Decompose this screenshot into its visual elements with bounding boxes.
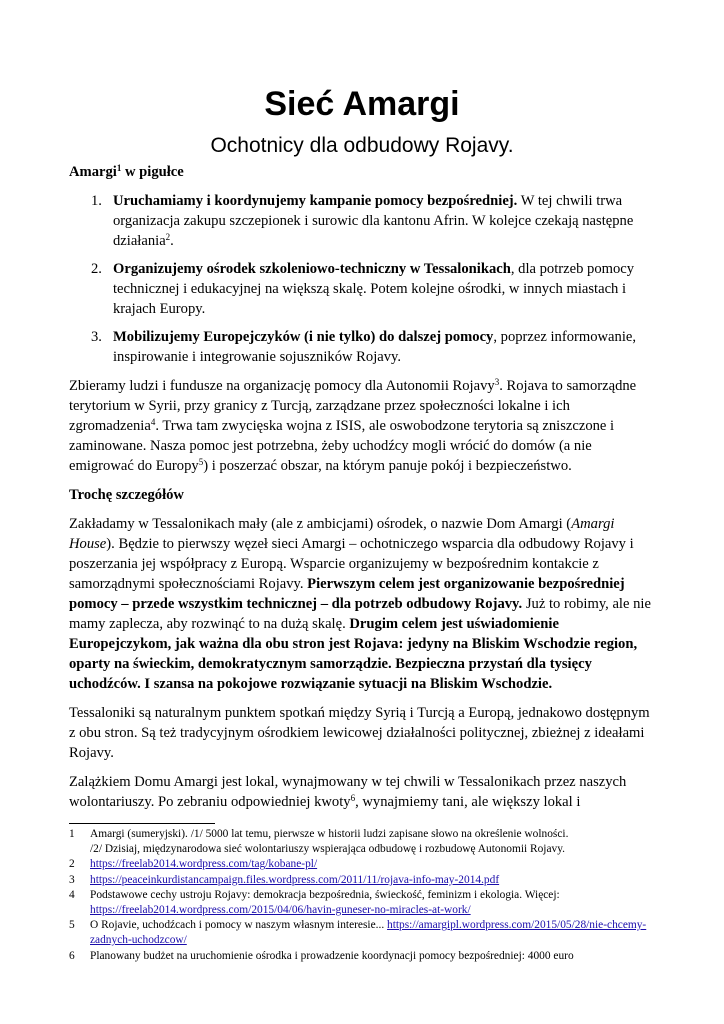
paragraph-bold: Drugim celem jest uświadomienie Europejczykom, jak ważna dla obu stron jest Rojava: jedyny na Bliskim Wschodzie region, oparty na świeckim, demokratycznym samorządzie. Bezpieczna przystań dla tysięcy uchodźców. I szansa na pokojowe rozwiązanie sytuacji na Bliskim Wschodzie. bbox=[69, 616, 638, 692]
document-subtitle: Ochotnicy dla odbudowy Rojavy. bbox=[210, 134, 514, 157]
paragraph-text: , wynajmiemy tani, ale większy lokal i bbox=[355, 794, 581, 810]
list-item-bold: Organizujemy ośrodek szkoleniowo-techniczny w Tessalonikach bbox=[113, 261, 511, 277]
list-item bbox=[69, 327, 655, 367]
footnote-link[interactable]: https://peaceinkurdistancampaign.files.wordpress.com/2011/11/rojava-info-may-2014.pdf bbox=[90, 873, 500, 886]
paragraph-text: . Rojava to samorządne terytorium w Syrii, przy granicy z Turcją, zarządzane przez społeczności lokalne i ich zgromadzenia bbox=[69, 378, 637, 434]
paragraph-text: Już to robimy, ale nie mamy zaplecza, aby rozwinąć to na dużą skalę. bbox=[69, 596, 651, 632]
document-body bbox=[69, 162, 655, 821]
paragraph-text: . Trwa tam zwycięska wojna z ISIS, ale oswobodzone terytoria są zniszczone i zaminowane. Nasza pomoc jest potrzebna, żeby uchodźcy mogli wrócić do domów (a nie emigrować do Europy bbox=[69, 418, 615, 474]
footnote-ref-6[interactable]: 6 bbox=[350, 793, 356, 803]
footnote-ref-4[interactable]: 4 bbox=[150, 417, 156, 427]
footnote-ref-3[interactable]: 3 bbox=[494, 377, 500, 387]
paragraph-house bbox=[69, 772, 655, 812]
footnote-6 bbox=[69, 949, 655, 964]
footnote-5 bbox=[69, 918, 655, 948]
list-number: 3. bbox=[91, 329, 102, 345]
document-title: Sieć Amargi bbox=[264, 85, 460, 123]
list-number: 2. bbox=[91, 261, 102, 277]
paragraph-text: Zakładamy w Tessalonikach mały (ale z ambicjami) ośrodek, o nazwie Dom Amargi ( bbox=[69, 516, 572, 532]
footnote-number: 6 bbox=[69, 949, 75, 962]
paragraph-text: ) i poszerzać obszar, na którym panuje pokój i bezpieczeństwo. bbox=[203, 458, 572, 474]
paragraph-text: ). Będzie to pierwszy węzeł sieci Amargi – ochotniczego wsparcia dla odbudowy Rojavy i poszerzania jej współpracy z Europą. Wsparcie organizujemy w bezpośrednim kontakcie z samorządnymi społecznościami Rojavy. bbox=[69, 536, 634, 592]
footnote-3 bbox=[69, 873, 655, 888]
section-heading-overview bbox=[69, 162, 655, 182]
list-item-text: W tej chwili trwa organizacja zakupu szczepionek i surowic dla kantonu Afrin. W kolejce czekają następne działania bbox=[113, 193, 634, 249]
numbered-list bbox=[69, 191, 655, 367]
footnote-ref-2[interactable]: 2 bbox=[165, 232, 171, 242]
paragraph-bold: Pierwszym celem jest organizowanie bezpośredniej pomocy – przede wszystkim technicznej – dla potrzeb odbudowy Rojavy. bbox=[69, 576, 625, 612]
footnote-link[interactable]: https://freelab2014.wordpress.com/tag/kobane-pl/ bbox=[90, 858, 318, 871]
footnote-number: 1 bbox=[69, 828, 75, 840]
list-item-text: , dla potrzeb pomocy technicznej i edukacyjnej na większą skalę. Potem kolejne ośrodki, w innych miastach i krajach Europy. bbox=[113, 261, 635, 317]
footnote-text: /2/ Dzisiaj, międzynarodowa sieć wolontariuszy wspierająca odbudowę i rozbudowę Autonomii Rojavy. bbox=[90, 843, 566, 856]
footnote-link[interactable]: https://amargipl.wordpress.com/2015/05/28/nie-chcemy-zadnych-uchodzcow/ bbox=[90, 919, 647, 947]
list-item bbox=[69, 259, 655, 319]
footnote-1 bbox=[69, 827, 655, 857]
footnote-number: 2 bbox=[69, 858, 75, 871]
footnote-number: 3 bbox=[69, 873, 75, 886]
list-number: 1. bbox=[91, 193, 102, 209]
footnote-ref-1[interactable]: 1 bbox=[116, 163, 122, 173]
footnote-text: Podstawowe cechy ustroju Rojavy: demokracja bezpośrednia, świeckość, feminizm i ekologia. Więcej: bbox=[90, 888, 560, 901]
paragraph-text: Zbieramy ludzi i fundusze na organizację pomocy dla Autonomii Rojavy bbox=[69, 378, 495, 394]
footnote-text: O Rojavie, uchodźcach i pomocy w naszym własnym interesie... bbox=[90, 919, 388, 932]
list-item-text: , poprzez informowanie, inspirowanie i integrowanie sojuszników Rojavy. bbox=[113, 329, 636, 365]
footnote-number: 5 bbox=[69, 919, 75, 932]
list-item-bold: Uruchamiamy i koordynujemy kampanie pomocy bezpośredniej. bbox=[113, 193, 518, 209]
list-item bbox=[69, 191, 655, 251]
heading-text: Amargi bbox=[69, 164, 117, 180]
footnote-2 bbox=[69, 857, 655, 872]
paragraph-intro bbox=[69, 376, 655, 476]
footnotes bbox=[69, 827, 655, 964]
footnote-text: Amargi (sumeryjski). /1/ 5000 lat temu, pierwsze w historii ludzi zapisane słowo na określenie wolności. bbox=[90, 828, 569, 840]
footnote-number: 4 bbox=[69, 888, 75, 901]
paragraph-details bbox=[69, 514, 655, 694]
footnote-link[interactable]: https://freelab2014.wordpress.com/2015/04/06/havin-guneser-no-miracles-at-work/ bbox=[90, 904, 471, 917]
list-item-after: . bbox=[170, 233, 174, 249]
paragraph-thessaloniki: Tessaloniki są naturalnym punktem spotkań między Syrią i Turcją a Europą, jednakowo dostępnym z obu stron. Są też tradycyjnym ośrodkiem lewicowej działalności politycznej, zbieżnej z ideałami Rojavy. bbox=[69, 705, 650, 761]
section-heading-details: Trochę szczegółów bbox=[69, 487, 184, 503]
footnote-ref-5[interactable]: 5 bbox=[198, 457, 204, 467]
paragraph-italic: Amargi House bbox=[69, 516, 615, 552]
footnote-text: Planowany budżet na uruchomienie ośrodka i prowadzenie koordynacji pomocy bezpośredniej: 4000 euro bbox=[90, 949, 574, 962]
list-item-bold: Mobilizujemy Europejczyków (i nie tylko) do dalszej pomocy bbox=[113, 329, 494, 345]
paragraph-text: Zalążkiem Domu Amargi jest lokal, wynajmowany w tej chwili w Tessalonikach przez naszych wolontariuszy. Po zebraniu odpowiedniej kwoty bbox=[69, 774, 627, 810]
heading-text-rest: w pigułce bbox=[121, 164, 184, 180]
footnote-separator bbox=[69, 823, 215, 824]
footnote-4 bbox=[69, 888, 655, 918]
